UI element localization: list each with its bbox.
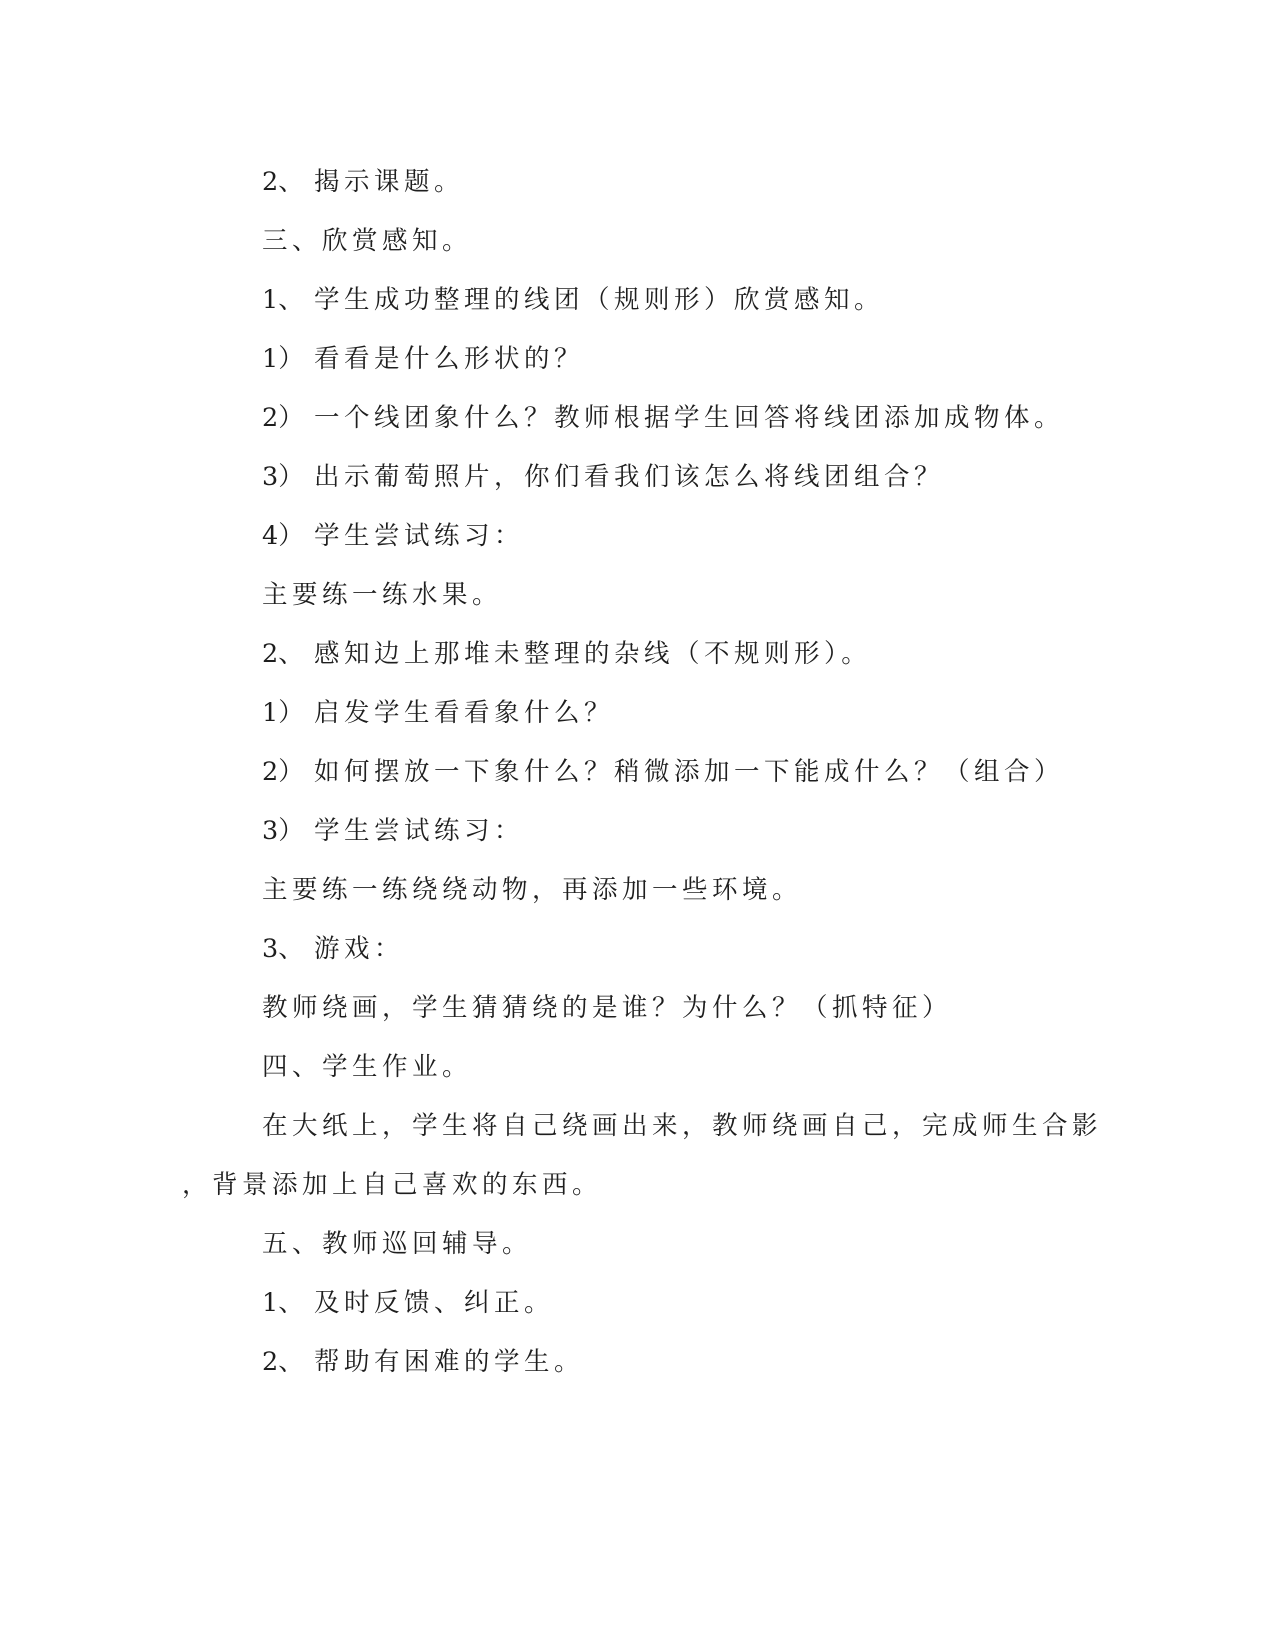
text-line bbox=[262, 579, 502, 611]
item-number: 3） bbox=[262, 462, 304, 492]
item-number: 3、 bbox=[262, 934, 304, 964]
line-text: 游戏： bbox=[314, 934, 405, 964]
text-line bbox=[262, 284, 884, 316]
line-text: 学生成功整理的线团（规则形）欣赏感知。 bbox=[314, 285, 885, 315]
text-line bbox=[262, 520, 524, 552]
line-text: 学生尝试练习： bbox=[314, 521, 525, 551]
section-heading bbox=[262, 225, 472, 257]
text-line bbox=[262, 874, 802, 906]
text-line bbox=[262, 166, 464, 198]
line-text: 四、学生作业。 bbox=[262, 1052, 473, 1082]
text-line bbox=[262, 638, 871, 670]
text-line bbox=[262, 756, 1064, 788]
line-text: 五、教师巡回辅导。 bbox=[262, 1229, 533, 1259]
text-line bbox=[262, 697, 614, 729]
text-line bbox=[262, 1287, 554, 1319]
line-text: 主要练一练水果。 bbox=[262, 580, 503, 610]
line-text: 帮助有困难的学生。 bbox=[314, 1347, 585, 1377]
line-text: 三、欣赏感知。 bbox=[262, 226, 473, 256]
text-line bbox=[262, 992, 952, 1024]
line-text: ，背景添加上自己喜欢的东西。 bbox=[182, 1170, 603, 1200]
line-text: 出示葡萄照片，你们看我们该怎么将线团组合？ bbox=[314, 462, 945, 492]
line-text: 教师绕画，学生猜猜绕的是谁？为什么？（抓特征） bbox=[262, 993, 953, 1023]
section-heading bbox=[262, 1228, 532, 1260]
item-number: 3） bbox=[262, 816, 304, 846]
line-text: 一个线团象什么？教师根据学生回答将线团添加成物体。 bbox=[314, 403, 1065, 433]
line-text: 主要练一练绕绕动物，再添加一些环境。 bbox=[262, 875, 803, 905]
item-number: 1、 bbox=[262, 1288, 304, 1318]
item-number: 2） bbox=[262, 403, 304, 433]
item-number: 2） bbox=[262, 757, 304, 787]
text-line bbox=[262, 402, 1064, 434]
text-line-continuation bbox=[182, 1169, 602, 1201]
item-number: 2、 bbox=[262, 1347, 304, 1377]
item-number: 1、 bbox=[262, 285, 304, 315]
text-line bbox=[262, 1346, 584, 1378]
line-text: 及时反馈、纠正。 bbox=[314, 1288, 555, 1318]
line-text: 感知边上那堆未整理的杂线（不规则形）。 bbox=[314, 639, 872, 669]
line-text: 启发学生看看象什么？ bbox=[314, 698, 615, 728]
line-text: 如何摆放一下象什么？稍微添加一下能成什么？（组合） bbox=[314, 757, 1065, 787]
text-line bbox=[262, 933, 404, 965]
item-number: 1） bbox=[262, 344, 304, 374]
item-number: 2、 bbox=[262, 167, 304, 197]
line-text: 看看是什么形状的？ bbox=[314, 344, 585, 374]
text-line bbox=[262, 815, 524, 847]
line-text: 学生尝试练习： bbox=[314, 816, 525, 846]
section-heading bbox=[262, 1051, 472, 1083]
text-line bbox=[262, 343, 584, 375]
text-line bbox=[262, 1110, 1102, 1142]
item-number: 1） bbox=[262, 698, 304, 728]
line-text: 揭示课题。 bbox=[314, 167, 465, 197]
text-line bbox=[262, 461, 944, 493]
line-text: 在大纸上，学生将自己绕画出来，教师绕画自己，完成师生合影 bbox=[262, 1111, 1103, 1141]
item-number: 2、 bbox=[262, 639, 304, 669]
item-number: 4） bbox=[262, 521, 304, 551]
